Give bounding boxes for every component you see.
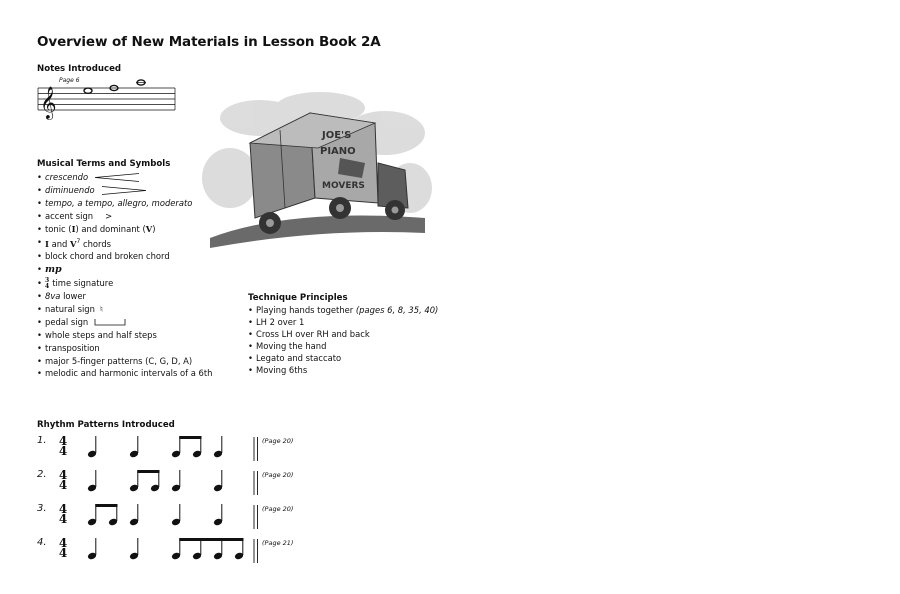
- list-item: • mp: [37, 263, 212, 277]
- list-item: • I and $V^7$ chords: [37, 236, 212, 251]
- list-item: • whole steps and half steps: [37, 329, 212, 342]
- list-item: • 8va lower: [37, 290, 212, 303]
- list-item: • natural sign ♮: [37, 303, 212, 316]
- rhythm-row-number: 2.: [37, 469, 47, 480]
- note-beam: [137, 470, 159, 473]
- notes-heading: Notes Introduced: [37, 64, 122, 74]
- list-item: • diminuendo: [37, 184, 212, 197]
- note-beam: [179, 538, 243, 541]
- list-item: • melodic and harmonic intervals of a 6th: [37, 367, 212, 380]
- accent-mark-icon: >: [105, 210, 113, 221]
- page-title: Overview of New Materials in Lesson Book 2A: [37, 34, 381, 50]
- list-item: • tonic (I) and dominant (V): [37, 223, 212, 236]
- technique-list: [248, 305, 438, 376]
- terms-heading: Musical Terms and Symbols: [37, 159, 171, 169]
- list-item: • block chord and broken chord: [37, 250, 212, 263]
- diminuendo-hairpin-icon: [101, 186, 147, 195]
- pedal-bracket-icon: [94, 319, 126, 326]
- natural-sign-icon: ♮: [99, 303, 103, 314]
- notes-page-ref: Page 6: [59, 77, 80, 84]
- time-signature: 4 4: [58, 468, 68, 492]
- time-signature: 4 4: [58, 434, 68, 458]
- rhythm-pattern-notation: [82, 467, 262, 497]
- rhythm-page-ref: (Page 20): [262, 437, 294, 445]
- truck-text-line2: PIANO: [320, 146, 356, 157]
- list-item: • accent sign >: [37, 210, 212, 223]
- list-item: • Legato and staccato: [248, 353, 438, 365]
- truck-text-line1: JOE'S: [322, 130, 352, 141]
- treble-staff-graphic: [36, 76, 178, 124]
- rhythm-row-number: 1.: [37, 435, 47, 446]
- rhythm-pattern-notation: [82, 501, 262, 531]
- whole-note-icon: [84, 88, 92, 93]
- list-item: • Playing hands together (pages 6, 8, 35, 40): [248, 305, 438, 317]
- note-beam: [95, 504, 117, 507]
- rhythm-page-ref: (Page 20): [262, 471, 294, 479]
- list-item: • 3 4 time signature: [37, 277, 212, 290]
- list-item: • tempo, a tempo, allegro, moderato: [37, 197, 212, 210]
- treble-clef-icon: 𝄞: [40, 86, 57, 119]
- rhythm-pattern-notation: [82, 433, 262, 463]
- truck-text-line3: MOVERS: [322, 181, 365, 191]
- rhythm-pattern-notation: [82, 535, 262, 565]
- list-item: • Moving 6ths: [248, 365, 438, 377]
- rhythm-page-ref: (Page 21): [262, 539, 294, 547]
- list-item: • Cross LH over RH and back: [248, 329, 438, 341]
- list-item: • transposition: [37, 342, 212, 355]
- list-item: • LH 2 over 1: [248, 317, 438, 329]
- rhythm-heading: Rhythm Patterns Introduced: [37, 420, 175, 430]
- note-beam: [179, 436, 201, 439]
- piano-movers-truck-illustration: [200, 88, 435, 248]
- list-item: • major 5-finger patterns (C, G, D, A): [37, 355, 212, 368]
- rhythm-page-ref: (Page 20): [262, 505, 294, 513]
- technique-heading: Technique Principles: [248, 293, 348, 303]
- list-item: • pedal sign: [37, 316, 212, 329]
- rhythm-row-number: 3.: [37, 503, 47, 514]
- time-signature: 4 4: [58, 536, 68, 560]
- rhythm-row-number: 4.: [37, 537, 47, 548]
- notes-staff: [36, 76, 178, 124]
- time-signature: 4 4: [58, 502, 68, 526]
- time-signature-3-4: 3 4: [45, 277, 50, 290]
- list-item: • crescendo: [37, 171, 212, 184]
- list-item: • Moving the hand: [248, 341, 438, 353]
- crescendo-hairpin-icon: [94, 173, 140, 182]
- terms-list: [37, 171, 212, 380]
